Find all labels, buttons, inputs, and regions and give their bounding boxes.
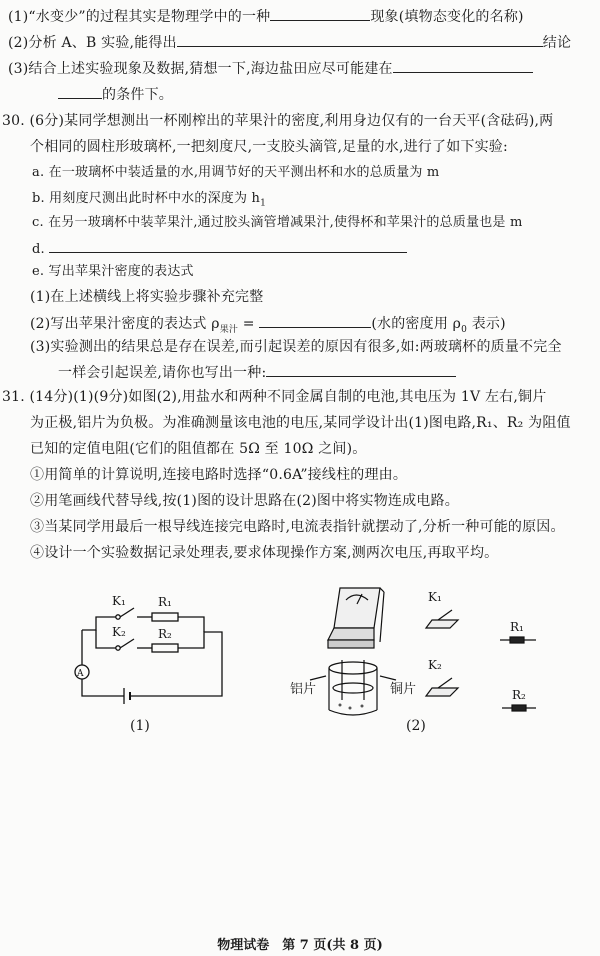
q29-part3 (8, 58, 533, 78)
fig1-r2-label: R₂ (158, 627, 172, 641)
q31-heading-cont2: 已知的定值电阻(它们的阻值都在 5Ω 至 10Ω 之间)。 (30, 441, 367, 457)
q30-step-b (32, 190, 266, 213)
q29-p3-blank2[interactable] (58, 84, 102, 99)
fig1-caption: (1) (130, 718, 150, 734)
q30-step-a: a. 在一玻璃杯中装适量的水,用调节好的天平测出杯和水的总质量为 m (32, 165, 440, 180)
q30-sub3: (3)实验测出的结果总是存在误差,而引起误差的原因有很多,如:两玻璃杯的质量不完全 (30, 339, 562, 355)
q30-sub3-cont (58, 362, 456, 382)
q31-heading: 31. (14分)(1)(9分)如图(2),用盐水和两种不同金属自制的电池,其电压为 1V 左右,铜片 (2, 389, 547, 405)
q29-part1 (8, 6, 524, 26)
fig1-k2-label: K₂ (112, 625, 126, 639)
q29-p1-blank[interactable] (270, 6, 370, 21)
q29-p2-post: 结论 (542, 35, 572, 51)
q29-p3-blank[interactable] (393, 58, 533, 73)
q29-p1-post: 现象(填物态变化的名称) (370, 9, 524, 25)
circuit-diagram-figure1 (60, 594, 240, 740)
q30-sub2-post-end: 表示) (467, 316, 506, 332)
q30-sub2-blank[interactable] (259, 313, 371, 328)
q30-heading-cont: 个相同的圆柱形玻璃杯,一把刻度尺,一支胶头滴管,足量的水,进行了如下实验: (30, 139, 508, 155)
q30-heading: 30. (6分)某同学想测出一杯刚榨出的苹果汁的密度,利用身边仅有的一台天平(含砝码),两 (2, 113, 554, 129)
page-footer: 物理试卷 第 7 页(共 8 页) (217, 938, 383, 953)
q30-sub3-blank[interactable] (266, 362, 456, 377)
fig2-r1-label: R₁ (510, 620, 524, 634)
fig2-r2-label: R₂ (512, 688, 526, 702)
q30-sub2-sub: 果汁 (219, 324, 239, 335)
q31-item2: ②用笔画线代替导线,按(1)图的设计思路在(2)图中将实物连成电路。 (30, 493, 459, 509)
fig1-r1-label: R₁ (158, 595, 172, 609)
q30-step-d-blank[interactable] (49, 238, 407, 253)
ammeter-label: A (77, 669, 84, 679)
q29-p3-post: 的条件下。 (102, 87, 173, 103)
apparatus-drawing-icon (270, 580, 550, 730)
q31-item4: ④设计一个实验数据记录处理表,要求体现操作方案,测两次电压,再取平均。 (30, 545, 499, 561)
apparatus-figure2 (270, 580, 550, 750)
q30-sub3-cont-text: 一样会引起误差,请你也写出一种: (58, 365, 267, 381)
q30-sub1: (1)在上述横线上将实验步骤补充完整 (30, 289, 264, 305)
q31-item3: ③当某同学用最后一根导线连接完电路时,电流表指针就摆动了,分析一种可能的原因。 (30, 519, 565, 535)
copper-sheet-label: 铜片 (390, 682, 417, 697)
fig1-k1-label: K₁ (112, 594, 126, 608)
q30-step-c: c. 在另一玻璃杯中装苹果汁,通过胶头滴管增减果汁,使得杯和苹果汁的总质量也是 m (32, 215, 523, 230)
q31-heading-cont: 为正极,铝片为负极。为准确测量该电池的电压,某同学设计出(1)图电路,R₁、R₂ 为阻值 (30, 415, 571, 431)
fig2-k2-label: K₂ (428, 658, 442, 672)
q30-sub2-post-sub: 0 (461, 324, 468, 335)
q29-p3-text: (3)结合上述实验现象及数据,猜想一下,海边盐田应尽可能建在 (8, 61, 393, 77)
q30-sub2-eq: = (238, 316, 255, 332)
q30-step-d-label: d. (32, 242, 45, 257)
q30-sub2-text: (2)写出苹果汁密度的表达式 ρ (30, 316, 220, 332)
q30-step-b-sub: 1 (260, 198, 267, 209)
q31-item1: ①用简单的计算说明,连接电路时选择“0.6A”接线柱的理由。 (30, 467, 408, 483)
q29-p2-blank[interactable] (177, 32, 543, 47)
q29-p2-text: (2)分析 A、B 实验,能得出 (8, 35, 177, 51)
q30-step-e: e. 写出苹果汁密度的表达式 (32, 264, 194, 279)
q30-sub2-post: (水的密度用 ρ (371, 316, 462, 332)
q29-part2 (8, 32, 571, 52)
aluminum-sheet-label: 铝片 (290, 682, 317, 697)
q30-step-d (32, 238, 407, 259)
fig2-k1-label: K₁ (428, 590, 442, 604)
q29-part3-cont (58, 84, 173, 104)
circuit-schematic-icon (60, 600, 240, 710)
fig2-caption: (2) (406, 718, 426, 734)
q30-sub2 (30, 313, 506, 339)
q29-p1-text: (1)“水变少”的过程其实是物理学中的一种 (8, 9, 271, 25)
q30-step-b-text: b. 用刻度尺测出此时杯中水的深度为 h (32, 191, 261, 206)
